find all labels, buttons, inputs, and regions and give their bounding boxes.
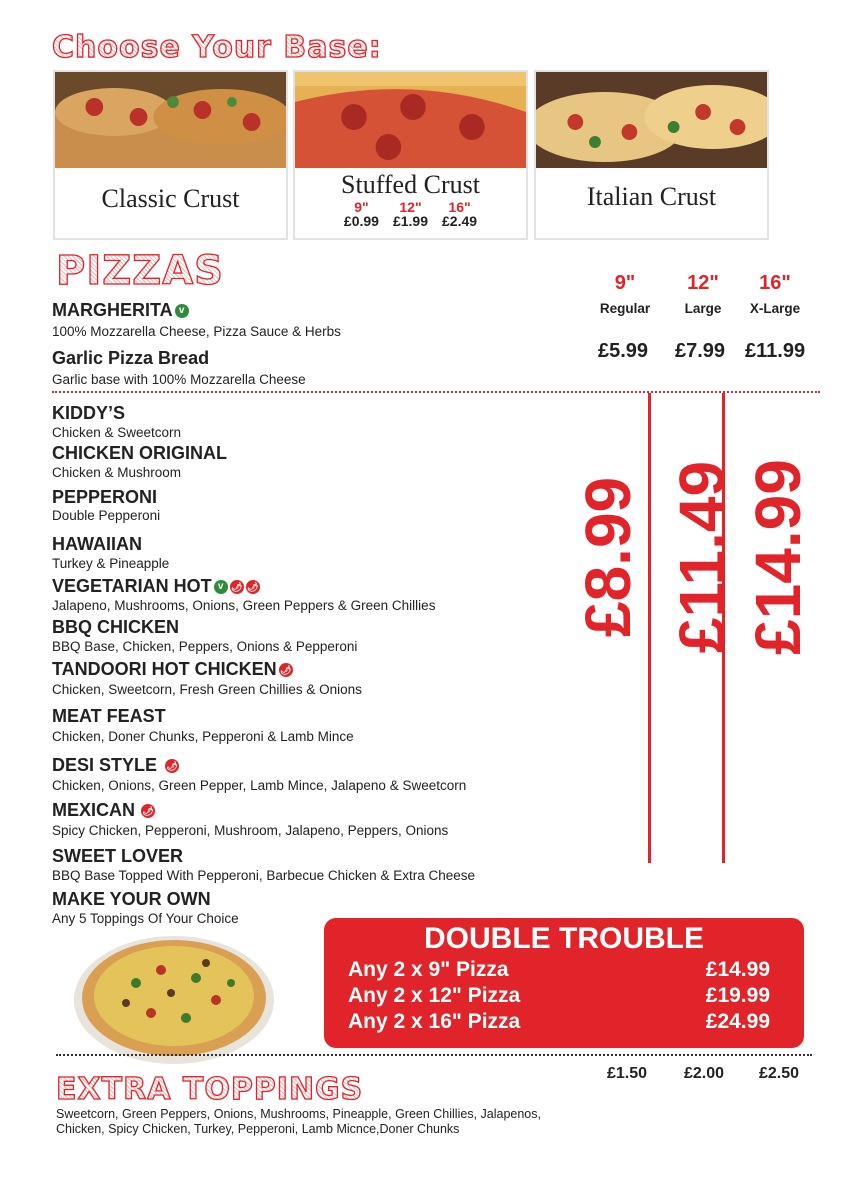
- item-desc: 100% Mozzarella Cheese, Pizza Sauce & Herbs: [52, 324, 341, 339]
- base-card-classic[interactable]: [53, 70, 288, 240]
- topping-price-large: £2.00: [684, 1065, 725, 1082]
- deal-price: £19.99: [705, 984, 770, 1007]
- item-name: MAKE YOUR OWN: [52, 889, 211, 909]
- menu-item-kiddys[interactable]: [52, 403, 125, 424]
- stuffed-12-col: [393, 200, 428, 228]
- size-label: Regular: [599, 301, 651, 316]
- double-trouble-title: DOUBLE TROUBLE: [424, 922, 704, 955]
- size-value: 12": [687, 272, 719, 294]
- menu-item-margherita[interactable]: [52, 300, 189, 321]
- choose-base-title: Choose Your Base:: [52, 30, 382, 65]
- menu-item-vegetarian-hot[interactable]: [52, 576, 260, 597]
- base-label: Classic Crust: [101, 184, 240, 213]
- menu-item-meat-feast[interactable]: [52, 706, 166, 727]
- vegetarian-icon: v: [175, 304, 189, 318]
- deal-label: Any 2 x 16" Pizza: [348, 1010, 521, 1033]
- stuffed-16-col: [442, 200, 477, 228]
- pizza-photo: [66, 928, 282, 1068]
- item-desc: Garlic base with 100% Mozzarella Cheese: [52, 372, 306, 387]
- stuffed-size: 9": [354, 199, 369, 215]
- base-card-italian[interactable]: [534, 70, 769, 240]
- menu-item-sweet-lover[interactable]: [52, 846, 183, 867]
- big-price-large: £11.49: [666, 460, 738, 654]
- item-name: TANDOORI HOT CHICKEN: [52, 659, 277, 679]
- item-name: MEXICAN: [52, 800, 136, 820]
- item-name: MARGHERITA: [52, 300, 173, 320]
- item-desc: Chicken, Onions, Green Pepper, Lamb Mince, Jalapeno & Sweetcorn: [52, 778, 467, 793]
- item-desc: Jalapeno, Mushrooms, Onions, Green Peppers & Green Chillies: [52, 598, 436, 613]
- column-divider: [648, 393, 651, 863]
- stuffed-9-col: [344, 200, 379, 228]
- vegetarian-icon: v: [214, 580, 228, 594]
- price-xlarge: £11.99: [745, 340, 806, 362]
- double-trouble-row[interactable]: [348, 984, 770, 1008]
- pizzas-title: PIZZAS: [56, 248, 224, 294]
- menu-item-garlic-bread[interactable]: [52, 348, 209, 369]
- double-trouble-row[interactable]: [348, 958, 770, 982]
- item-name: PEPPERONI: [52, 487, 158, 507]
- stuffed-price: £1.99: [392, 213, 429, 229]
- item-desc: Spicy Chicken, Pepperoni, Mushroom, Jalapeno, Peppers, Onions: [52, 823, 449, 838]
- size-header-9: [590, 272, 660, 316]
- size-value: 9": [614, 272, 636, 294]
- topping-price-xlarge: £2.50: [759, 1065, 800, 1082]
- menu-item-tandoori-hot-chicken[interactable]: [52, 659, 293, 680]
- item-desc: BBQ Base, Chicken, Peppers, Onions & Pepperoni: [52, 639, 358, 654]
- stuffed-size: 16": [448, 199, 471, 215]
- extra-toppings-line: Chicken, Spicy Chicken, Turkey, Pepperoni, Lamb Micnce,Doner Chunks: [56, 1122, 460, 1136]
- deal-price: £24.99: [705, 1010, 770, 1033]
- item-name: CHICKEN ORIGINAL: [52, 443, 227, 463]
- menu-item-bbq-chicken[interactable]: [52, 617, 179, 638]
- menu-item-make-your-own[interactable]: [52, 889, 211, 910]
- item-name: Garlic Pizza Bread: [52, 348, 210, 368]
- double-trouble-box: [324, 918, 804, 1048]
- item-desc: Double Pepperoni: [52, 508, 161, 523]
- stuffed-crust-photo: [295, 72, 526, 168]
- divider: [52, 391, 820, 393]
- deal-label: Any 2 x 9" Pizza: [348, 958, 509, 981]
- stuffed-price: £2.49: [442, 213, 478, 229]
- item-name: HAWAIIAN: [52, 534, 142, 554]
- chilli-icon: 🌶: [279, 664, 292, 675]
- size-header-12: [668, 272, 738, 316]
- double-trouble-row[interactable]: [348, 1010, 770, 1034]
- price-regular: £5.99: [598, 340, 649, 362]
- menu-item-pepperoni[interactable]: [52, 487, 157, 508]
- chilli-icon: 🌶: [142, 805, 154, 816]
- big-price-regular: £8.99: [572, 476, 644, 637]
- item-desc: Chicken & Sweetcorn: [52, 425, 182, 440]
- base-label: Stuffed Crust: [341, 170, 480, 199]
- price-large: £7.99: [675, 340, 726, 362]
- base-card-stuffed[interactable]: [293, 70, 528, 240]
- menu-item-hawaiian[interactable]: [52, 534, 142, 555]
- base-label: Italian Crust: [586, 182, 717, 211]
- deal-price: £14.99: [705, 958, 770, 981]
- chilli-icon: 🌶: [230, 581, 243, 592]
- menu-item-chicken-original[interactable]: [52, 443, 227, 464]
- size-header-16: [740, 272, 810, 316]
- item-desc: Turkey & Pineapple: [52, 556, 170, 571]
- topping-price-regular: £1.50: [607, 1065, 648, 1082]
- deal-label: Any 2 x 12" Pizza: [348, 984, 521, 1007]
- item-name: BBQ CHICKEN: [52, 617, 180, 637]
- item-name: KIDDY’S: [52, 403, 126, 423]
- item-name: DESI STYLE: [52, 755, 158, 775]
- stuffed-size: 12": [399, 199, 422, 215]
- item-desc: BBQ Base Topped With Pepperoni, Barbecue Chicken & Extra Cheese: [52, 868, 475, 883]
- item-desc: Chicken & Mushroom: [52, 465, 182, 480]
- extra-toppings-line: Sweetcorn, Green Peppers, Onions, Mushrooms, Pineapple, Green Chillies, Jalapenos,: [56, 1107, 541, 1121]
- extra-toppings-title: EXTRA TOPPINGS: [56, 1072, 364, 1107]
- item-desc: Any 5 Toppings Of Your Choice: [52, 911, 239, 926]
- classic-crust-photo: [55, 72, 286, 168]
- item-name: SWEET LOVER: [52, 846, 184, 866]
- item-desc: Chicken, Sweetcorn, Fresh Green Chillies & Onions: [52, 682, 362, 697]
- stuffed-price: £0.99: [343, 213, 379, 229]
- chilli-icon: 🌶: [246, 581, 259, 592]
- size-label: Large: [684, 301, 722, 316]
- big-price-xlarge: £14.99: [742, 459, 814, 655]
- item-name: MEAT FEAST: [52, 706, 166, 726]
- size-label: X-Large: [749, 301, 801, 316]
- item-desc: Chicken, Doner Chunks, Pepperoni & Lamb Mince: [52, 729, 354, 744]
- item-name: VEGETARIAN HOT: [52, 576, 212, 596]
- divider: [56, 1054, 812, 1056]
- chilli-icon: 🌶: [166, 760, 178, 771]
- menu-item-desi-style[interactable]: [52, 755, 179, 776]
- menu-item-mexican[interactable]: [52, 800, 155, 821]
- italian-crust-photo: [536, 72, 767, 168]
- size-value: 16": [759, 272, 791, 294]
